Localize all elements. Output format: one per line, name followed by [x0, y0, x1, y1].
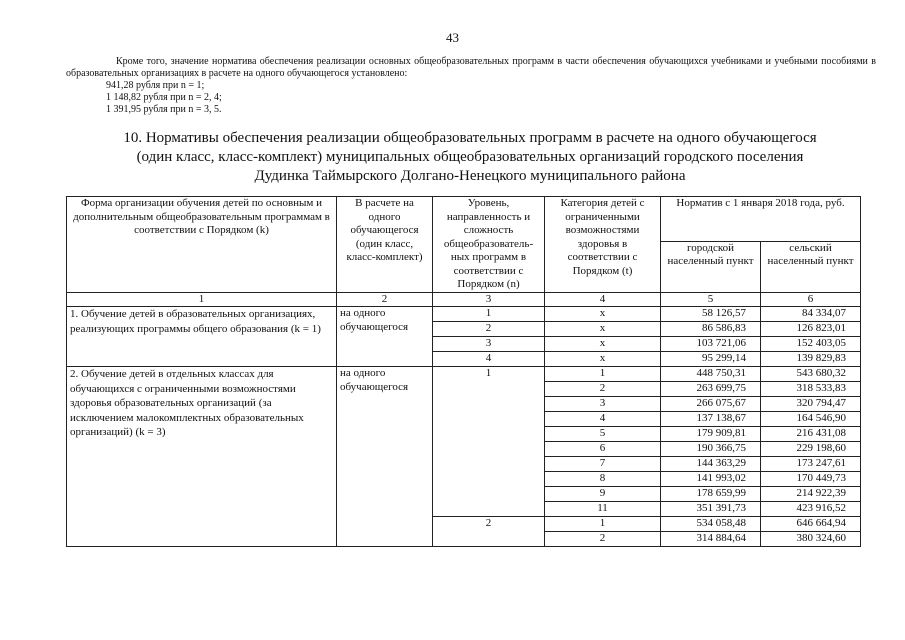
header-category: Категория детей с ограниченными возможностями здоровья в соответствии с Порядком (t) — [545, 197, 661, 293]
urban-value: 266 075,67 — [661, 397, 761, 412]
rural-value: 318 533,83 — [761, 382, 861, 397]
section-heading — [70, 129, 870, 186]
level-cell: 3 — [433, 337, 545, 352]
rural-value: 320 794,47 — [761, 397, 861, 412]
per-cell-group2: на одного обучающегося — [337, 367, 433, 547]
heading-line: (один класс, класс-комплект) муниципальных общеобразовательных организаций городского поселения — [136, 149, 804, 165]
category-cell: 4 — [545, 412, 661, 427]
header-form: Форма организации обучения детей по основным и дополнительным общеобразовательным программам в соответствии с Порядком (k) — [67, 197, 337, 293]
level-cell-n2: 2 — [433, 517, 545, 547]
urban-value: 141 993,02 — [661, 472, 761, 487]
category-cell: 6 — [545, 442, 661, 457]
rural-value: 214 922,39 — [761, 487, 861, 502]
urban-value: 137 138,67 — [661, 412, 761, 427]
urban-value: 190 366,75 — [661, 442, 761, 457]
category-cell: x — [545, 307, 661, 322]
urban-value: 178 659,99 — [661, 487, 761, 502]
rural-value: 126 823,01 — [761, 322, 861, 337]
category-cell: 5 — [545, 427, 661, 442]
rural-value: 164 546,90 — [761, 412, 861, 427]
header-level: Уровень, направленность и сложность общеобразователь-ных программ в соответствии с Порядком (n) — [433, 197, 545, 293]
column-number: 5 — [661, 292, 761, 307]
rural-value: 84 334,07 — [761, 307, 861, 322]
rural-value: 646 664,94 — [761, 517, 861, 532]
column-number: 6 — [761, 292, 861, 307]
rural-value: 423 916,52 — [761, 502, 861, 517]
heading-line: Дудинка Таймырского Долгано-Ненецкого муниципального района — [254, 168, 686, 184]
rural-value: 216 431,08 — [761, 427, 861, 442]
category-cell: 2 — [545, 382, 661, 397]
urban-value: 263 699,75 — [661, 382, 761, 397]
category-cell: 1 — [545, 367, 661, 382]
per-cell-group1: на одного обучающегося — [337, 307, 433, 367]
rural-value: 543 680,32 — [761, 367, 861, 382]
intro-line: 1 391,95 рубля при n = 3, 5. — [106, 104, 222, 115]
level-cell: 4 — [433, 352, 545, 367]
rural-value: 173 247,61 — [761, 457, 861, 472]
category-cell: 8 — [545, 472, 661, 487]
category-cell: 1 — [545, 517, 661, 532]
urban-value: 103 721,06 — [661, 337, 761, 352]
column-number: 2 — [337, 292, 433, 307]
page-number: 43 — [446, 30, 459, 45]
urban-value: 86 586,83 — [661, 322, 761, 337]
level-cell: 1 — [433, 307, 545, 322]
rural-value: 152 403,05 — [761, 337, 861, 352]
intro-paragraph: Кроме того, значение норматива обеспечения реализации основных общеобразовательных программ в части обеспечения обучающихся учебниками и учебными пособиями в образовательных организациях в расчете на одного обучающегося установлено: — [66, 56, 876, 79]
column-number: 3 — [433, 292, 545, 307]
header-urban: городской населенный пункт — [661, 241, 761, 292]
header-per-student: В расчете на одного обучающегося (один класс, класс-комплект) — [337, 197, 433, 293]
table-row — [67, 307, 861, 322]
header-norm: Норматив с 1 января 2018 года, руб. — [661, 197, 861, 242]
rural-value: 139 829,83 — [761, 352, 861, 367]
rural-value: 229 198,60 — [761, 442, 861, 457]
column-number: 4 — [545, 292, 661, 307]
intro-line: 1 148,82 рубля при n = 2, 4; — [106, 92, 222, 103]
category-cell: 2 — [545, 532, 661, 547]
form-cell-group2: 2. Обучение детей в отдельных классах для обучающихся с ограниченными возможностями здоровья образовательных организаций (за исключением малокомплектных образовательных организаций) (k = 3) — [67, 367, 337, 547]
category-cell: 3 — [545, 397, 661, 412]
urban-value: 144 363,29 — [661, 457, 761, 472]
rural-value: 170 449,73 — [761, 472, 861, 487]
category-cell: 11 — [545, 502, 661, 517]
heading-line: 10. Нормативы обеспечения реализации общеобразовательных программ в расчете на одного обучающегося — [123, 130, 817, 146]
table-row — [67, 367, 861, 382]
urban-value: 95 299,14 — [661, 352, 761, 367]
column-number: 1 — [67, 292, 337, 307]
table-header-row — [67, 197, 861, 242]
category-cell: x — [545, 352, 661, 367]
urban-value: 448 750,31 — [661, 367, 761, 382]
level-cell: 2 — [433, 322, 545, 337]
level-cell-n1: 1 — [433, 367, 545, 517]
category-cell: x — [545, 322, 661, 337]
header-rural: сельский населенный пункт — [761, 241, 861, 292]
urban-value: 534 058,48 — [661, 517, 761, 532]
urban-value: 351 391,73 — [661, 502, 761, 517]
form-cell-group1: 1. Обучение детей в образовательных организациях, реализующих программы общего образования (k = 1) — [67, 307, 337, 367]
urban-value: 314 884,64 — [661, 532, 761, 547]
category-cell: 9 — [545, 487, 661, 502]
urban-value: 58 126,57 — [661, 307, 761, 322]
category-cell: 7 — [545, 457, 661, 472]
intro-block — [66, 56, 876, 116]
column-number-row — [67, 292, 861, 307]
category-cell: x — [545, 337, 661, 352]
urban-value: 179 909,81 — [661, 427, 761, 442]
intro-line: 941,28 рубля при n = 1; — [106, 80, 205, 91]
norms-table — [66, 196, 861, 547]
rural-value: 380 324,60 — [761, 532, 861, 547]
